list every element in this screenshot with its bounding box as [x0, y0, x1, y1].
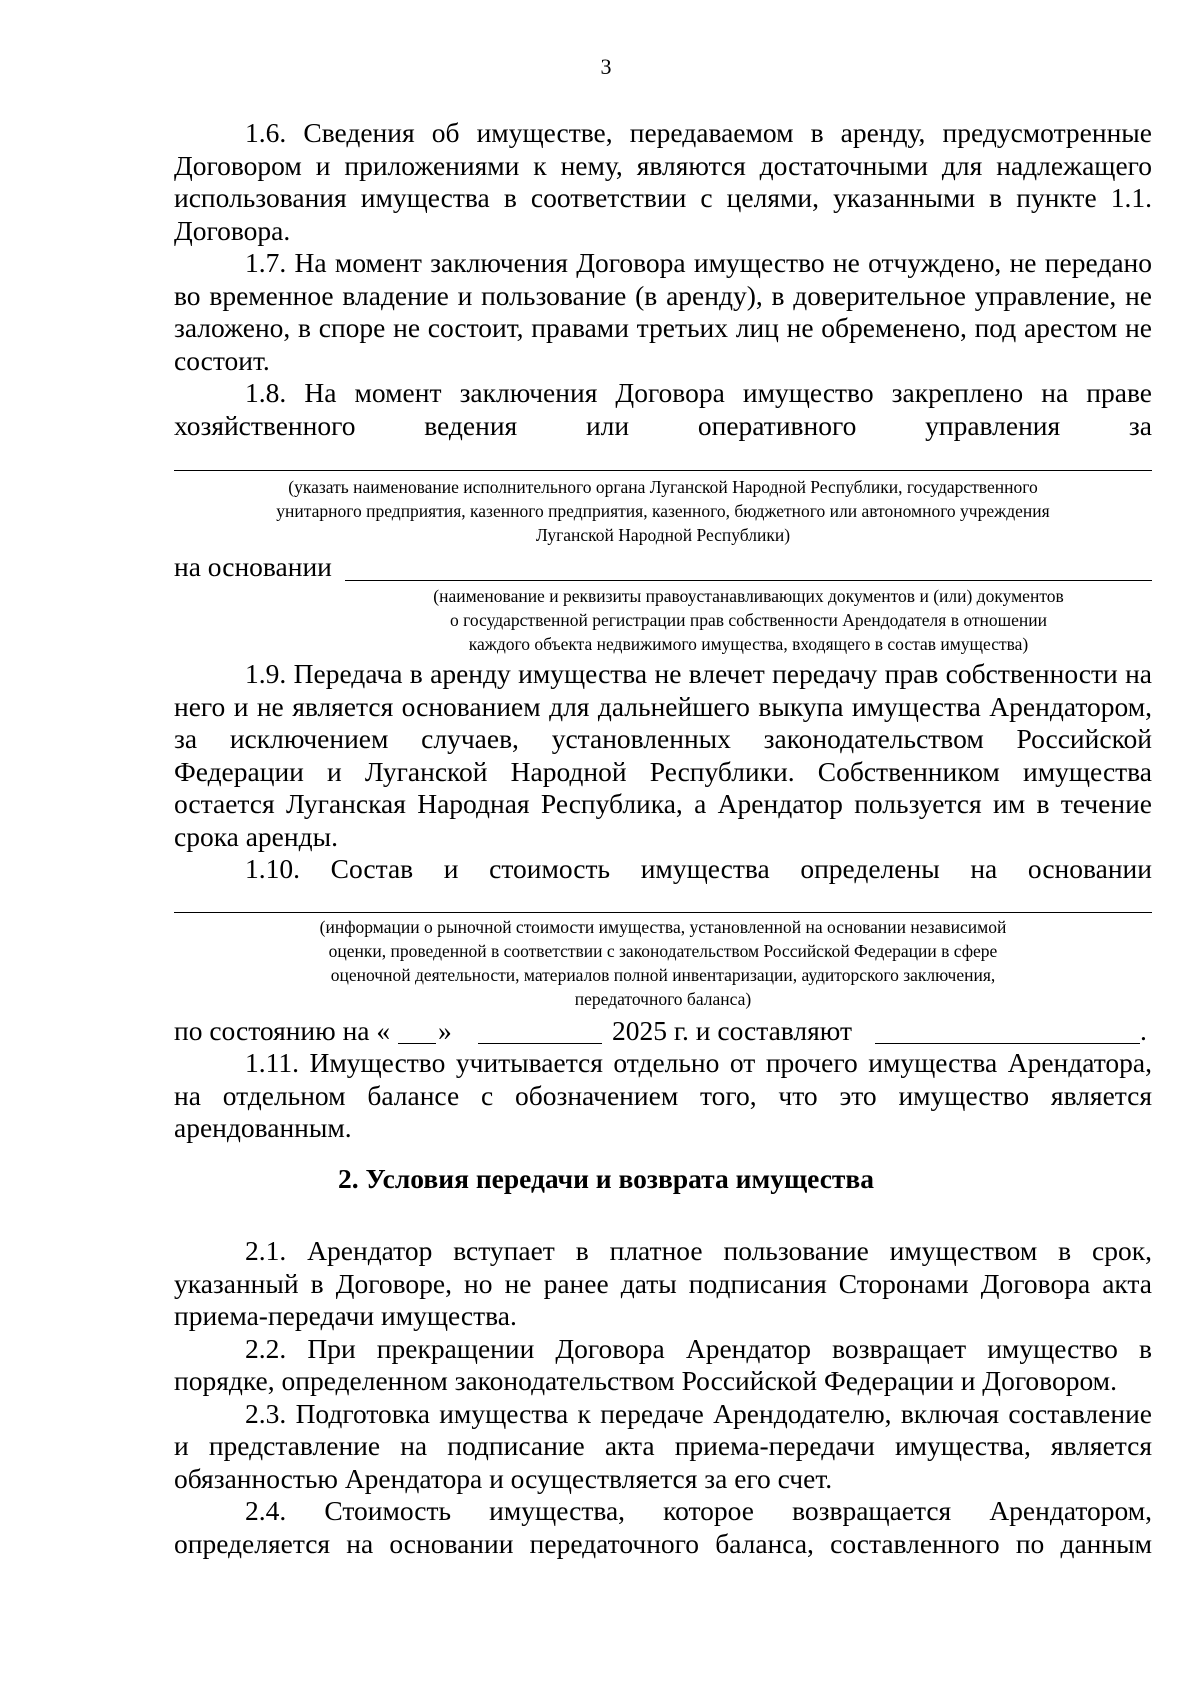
- clause-block-4: [174, 1235, 1152, 1560]
- note-line: оценки, проведенной в соответствии с законодательством Российской Федерации в сфере: [328, 941, 998, 961]
- note-1-8: [174, 475, 1152, 547]
- clause-2-3: 2.3. Подготовка имущества к передаче Арендодателю, включая составление и представление на подписание акта приема-передачи имущества, является обязанностью Арендатора и осуществляется за его счет.: [174, 1397, 1152, 1494]
- section-2-heading: 2. Условия передачи и возврата имущества: [337, 1163, 875, 1194]
- clause-2-1: 2.1. Арендатор вступает в платное пользование имуществом в срок, указанный в Договоре, но не ранее даты подписания Сторонами Договора акта приема-передачи имущества.: [174, 1235, 1152, 1331]
- note-line: о государственной регистрации прав собственности Арендодателя в отношении: [450, 610, 1047, 630]
- blank-line-1-10: [174, 912, 1152, 913]
- month-blank-line: [478, 1043, 602, 1044]
- day-blank-line: [398, 1043, 436, 1044]
- note-line: каждого объекта недвижимого имущества, входящего в состав имущества): [468, 634, 1029, 654]
- state-date-label: по состоянию на «: [174, 1015, 391, 1046]
- basis-label: на основании: [174, 551, 332, 582]
- note-line: передаточного баланса): [574, 989, 752, 1009]
- clause-1-8: 1.8. На момент заключения Договора имущество закреплено на праве хозяйственного ведения или оперативного управления за: [174, 377, 1152, 441]
- clause-1-11: 1.11. Имущество учитывается отдельно от прочего имущества Арендатора, на отдельном балансе с обозначением того, что это имущество является арендованным.: [174, 1047, 1152, 1143]
- clause-block-2: [174, 658, 1152, 886]
- state-date-close-quote: »: [438, 1015, 452, 1046]
- clause-1-9: 1.9. Передача в аренду имущества не влечет передачу прав собственности на него и не является основанием для дальнейшего выкупа имущества Арендатором, за исключением случаев, установленных законодательством Российской Федерации и Луганской Народной Республики. Собственником имущества остается Луганская Народная Республика, а Арендатор пользуется им в течение срока аренды.: [174, 658, 1152, 852]
- clause-1-7: 1.7. На момент заключения Договора имущество не отчуждено, не передано во временное владение и пользование (в аренду), в доверительное управление, не заложено, в споре не состоит, правами третьих лиц не обременено, под арестом не состоит.: [174, 247, 1152, 376]
- note-line: (наименование и реквизиты правоустанавливающих документов и (или) документов: [433, 586, 1064, 606]
- blank-line-1-8: [174, 470, 1152, 471]
- clause-block-3: [174, 1047, 1152, 1145]
- clause-1-10: 1.10. Состав и стоимость имущества определены на основании: [245, 853, 1152, 884]
- note-line: оценочной деятельности, материалов полной инвентаризации, аудиторского заключения,: [330, 965, 996, 985]
- state-year-text: 2025 г. и составляют: [612, 1015, 852, 1046]
- note-line: унитарного предприятия, казенного предприятия, казенного, бюджетного или автономного учреждения: [276, 501, 1050, 521]
- clause-block-1: [174, 117, 1152, 442]
- note-line: (указать наименование исполнительного органа Луганской Народной Республики, государственного: [288, 477, 1038, 497]
- note-basis: [345, 584, 1152, 656]
- clause-1-6: 1.6. Сведения об имуществе, передаваемом в аренду, предусмотренные Договором и приложениями к нему, являются достаточными для надлежащего использования имущества в соответствии с целями, указанными в пункте 1.1. Договора.: [174, 117, 1152, 246]
- page-number: 3: [600, 54, 612, 79]
- state-period: .: [1140, 1015, 1147, 1046]
- clause-2-2: 2.2. При прекращении Договора Арендатор возвращает имущество в порядке, определенном законодательством Российской Федерации и Договором.: [174, 1332, 1152, 1396]
- note-1-10: [174, 915, 1152, 1011]
- basis-blank-line: [345, 580, 1152, 581]
- note-line: (информации о рыночной стоимости имущества, установленной на основании независимой: [319, 917, 1007, 937]
- note-line: Луганской Народной Республики): [535, 525, 791, 545]
- clause-2-4: 2.4. Стоимость имущества, которое возвращается Арендатором, определяется на основании передаточного баланса, составленного по данным: [174, 1495, 1152, 1559]
- value-blank-line: [875, 1043, 1140, 1044]
